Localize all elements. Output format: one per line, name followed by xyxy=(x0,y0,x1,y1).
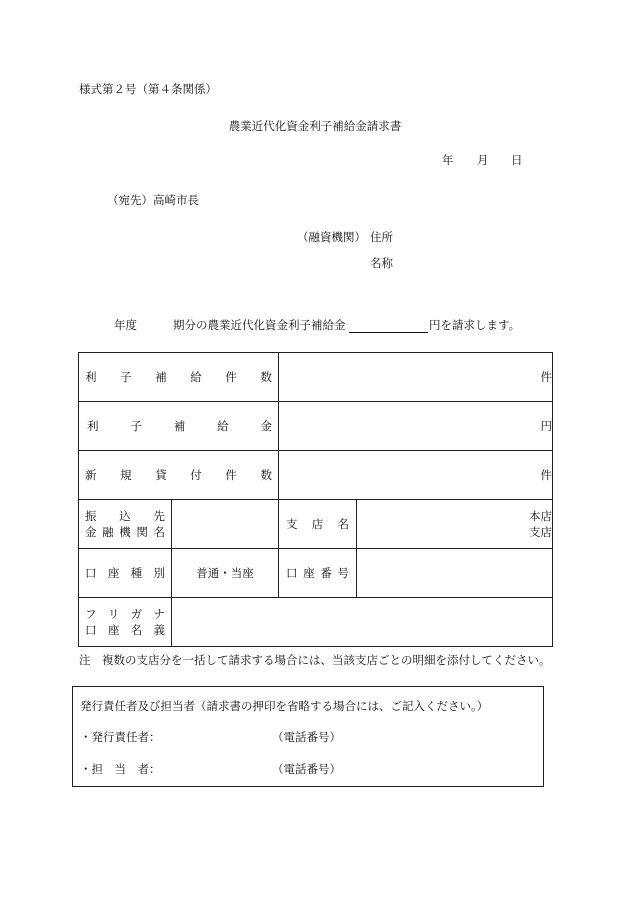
fiscal-year-label: 年度 xyxy=(114,318,137,332)
issuer-label: ・発行責任者： xyxy=(80,730,161,744)
account-number-field[interactable] xyxy=(357,549,553,598)
staff-label: ・担 当 者： xyxy=(80,762,161,776)
institution-address-label: 住所 xyxy=(370,230,393,244)
issuer-tel-label: （電話番号） xyxy=(272,730,341,744)
note-text: 注 複数の支店分を一括して請求する場合には、当該支店ごとの明細を添付してください。 xyxy=(79,653,551,667)
table-row xyxy=(79,500,553,549)
interest-count-label: 利 子 補 給 件 数 xyxy=(79,353,279,402)
interest-amount-label: 利 子 補 給 金 xyxy=(79,402,279,451)
transfer-bank-label: 振 込 先 金 融 機 関 名 xyxy=(79,500,172,549)
account-type-label: 口 座 種 別 xyxy=(79,549,172,598)
account-type-field[interactable]: 普通・当座 xyxy=(172,549,279,598)
account-name-label: フ リ ガ ナ 口 座 名 義 xyxy=(79,598,172,647)
interest-count-field[interactable]: 件 xyxy=(279,353,553,402)
date-month: 月 xyxy=(477,153,489,167)
addressee: （宛先）高崎市長 xyxy=(107,193,199,207)
request-text-before: 期分の農業近代化資金利子補給金 xyxy=(173,318,346,332)
account-name-field[interactable] xyxy=(172,598,553,647)
table-row xyxy=(79,598,553,647)
table-row xyxy=(79,549,553,598)
institution-name-label: 名称 xyxy=(370,256,393,270)
table-row xyxy=(79,353,553,402)
main-office-label: 本店 xyxy=(529,509,552,523)
staff-tel-label: （電話番号） xyxy=(272,762,341,776)
table-row xyxy=(79,451,553,500)
request-text-after: 円を請求します。 xyxy=(429,318,521,332)
institution-label: （融資機関） xyxy=(297,230,366,244)
document-title: 農業近代化資金利子補給金請求書 xyxy=(228,119,402,133)
new-loan-count-label: 新 規 貸 付 件 数 xyxy=(79,451,279,500)
date-day: 日 xyxy=(511,153,523,167)
new-loan-count-field[interactable]: 件 xyxy=(279,451,553,500)
transfer-bank-field[interactable] xyxy=(172,500,279,549)
date-year: 年 xyxy=(442,153,454,167)
account-number-label: 口 座 番 号 xyxy=(279,549,357,598)
branch-office-label: 支店 xyxy=(529,525,552,539)
amount-blank[interactable] xyxy=(349,320,428,333)
branch-name-label: 支 店 名 xyxy=(279,500,357,549)
interest-amount-field[interactable]: 円 xyxy=(279,402,553,451)
responsible-box xyxy=(72,686,544,787)
form-number: 様式第２号（第４条関係） xyxy=(79,82,217,96)
responsible-title: 発行責任者及び担当者（請求書の押印を省略する場合には、ご記入ください。） xyxy=(80,699,489,713)
table-row xyxy=(79,402,553,451)
branch-name-field[interactable] xyxy=(357,500,553,549)
claim-table xyxy=(78,352,553,647)
